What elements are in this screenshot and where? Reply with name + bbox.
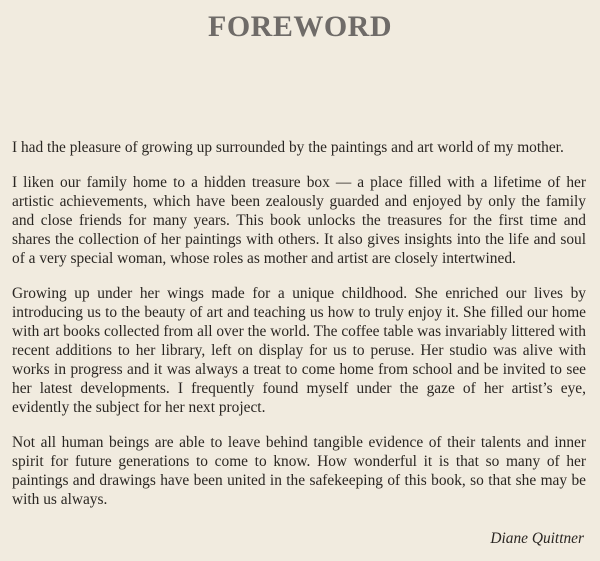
paragraph-1: I had the pleasure of growing up surrounded by the paintings and art world of my mother. xyxy=(12,139,564,156)
page-title: FOREWORD xyxy=(208,10,392,43)
paragraph-4: Not all human beings are able to leave behind tangible evidence of their talents and inner spirit for future generations to come to know. How wonderful it is that so many of her paintings and drawings have been united in the safekeeping of this book, so that she may be with us always. xyxy=(12,434,586,508)
paragraph-2: I liken our family home to a hidden treasure box — a place filled with a lifetime of her artistic achievements, which have been zealously guarded and enjoyed by only the family and close friends for many years. This book unlocks the treasures for the first time and shares the collection of her paintings with others. It also gives insights into the life and soul of a very special woman, whose roles as mother and artist are closely intertwined. xyxy=(12,174,586,267)
paragraph-3: Growing up under her wings made for a unique childhood. She enriched our lives by introducing us to the beauty of art and teaching us how to truly enjoy it. She filled our home with art books collected from all over the world. The coffee table was invariably littered with recent additions to her library, left on display for us to peruse. Her studio was alive with works in progress and it was always a treat to come home from school and be invited to see her latest developments. I frequently found myself under the gaze of her artist’s eye, evidently the subject for her next project. xyxy=(12,285,586,416)
foreword-body xyxy=(12,138,586,525)
author-signature: Diane Quittner xyxy=(490,530,584,547)
